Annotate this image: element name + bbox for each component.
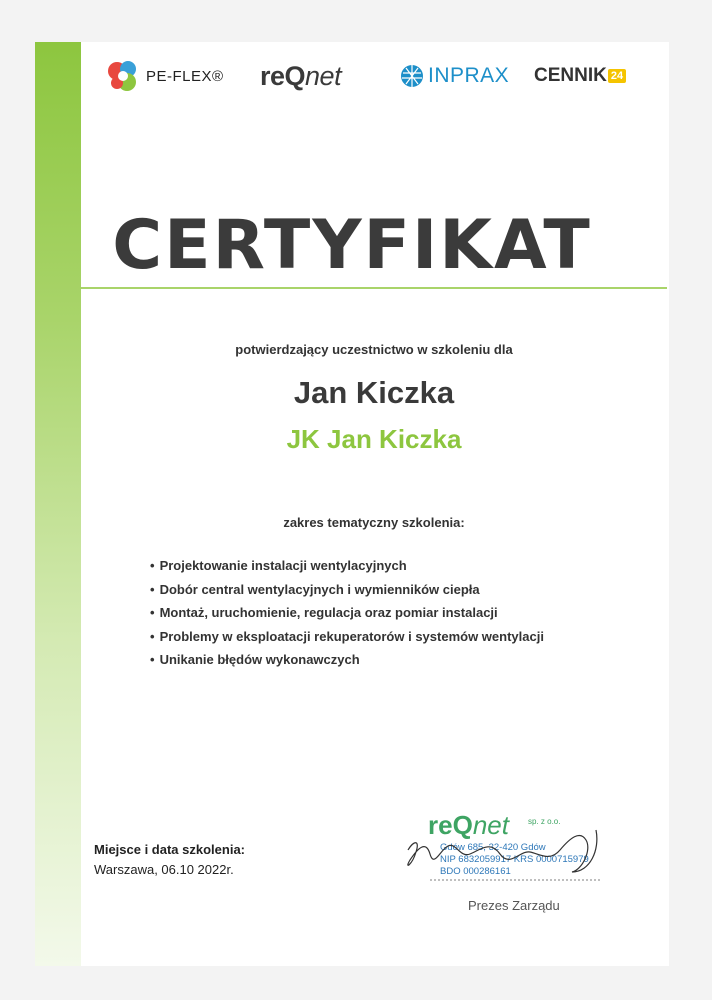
intro-text: potwierdzający uczestnictwo w szkoleniu dla xyxy=(235,342,513,357)
reqnet-label: reQnet xyxy=(260,60,342,91)
cennik-label: CENNIK xyxy=(534,65,607,86)
cennik-badge: 24 xyxy=(608,69,626,83)
place-date-value: Warszawa, 06.10 2022r. xyxy=(94,862,234,877)
president-label: Prezes Zarządu xyxy=(468,898,560,913)
list-item: • Projektowanie instalacji wentylacyjnych xyxy=(150,558,407,573)
certificate-title: CERTYFIKAT xyxy=(112,206,592,285)
partner-logos xyxy=(100,56,660,96)
green-side-strip xyxy=(35,42,81,966)
globe-icon xyxy=(400,64,424,88)
title-divider xyxy=(81,287,667,289)
inprax-label: INPRAX xyxy=(428,64,510,87)
inprax-logo xyxy=(400,56,509,96)
topic-list xyxy=(150,556,544,674)
reqnet-logo xyxy=(260,56,341,96)
company-stamp xyxy=(400,810,620,890)
peflex-icon xyxy=(106,59,140,93)
stamp-address: Gdów 685, 32-420 Gdów xyxy=(440,842,546,853)
stamp-nip-krs: NIP 6832059917 KRS 0000715979 xyxy=(440,854,589,865)
list-item: • Unikanie błędów wykonawczych xyxy=(150,652,360,667)
participant-company: JK Jan Kiczka xyxy=(286,424,462,454)
peflex-logo xyxy=(106,56,224,96)
stamp-bdo: BDO 000286161 xyxy=(440,866,511,877)
peflex-label: PE-FLEX® xyxy=(146,67,224,85)
signature-icon xyxy=(400,810,620,895)
participant-name: Jan Kiczka xyxy=(293,375,455,410)
list-item: • Montaż, uruchomienie, regulacja oraz pomiar instalacji xyxy=(150,605,498,620)
scope-label: zakres tematyczny szkolenia: xyxy=(283,515,465,530)
cennik-logo xyxy=(534,56,626,96)
stamp-company-type: sp. z o.o. xyxy=(528,817,561,826)
stamp-logo: reQnet xyxy=(428,810,509,840)
place-date-label: Miejsce i data szkolenia: xyxy=(94,842,246,857)
list-item: • Problemy w eksploatacji rekuperatorów i systemów wentylacji xyxy=(150,628,544,644)
list-item: • Dobór central wentylacyjnych i wymienników ciepła xyxy=(150,581,480,597)
